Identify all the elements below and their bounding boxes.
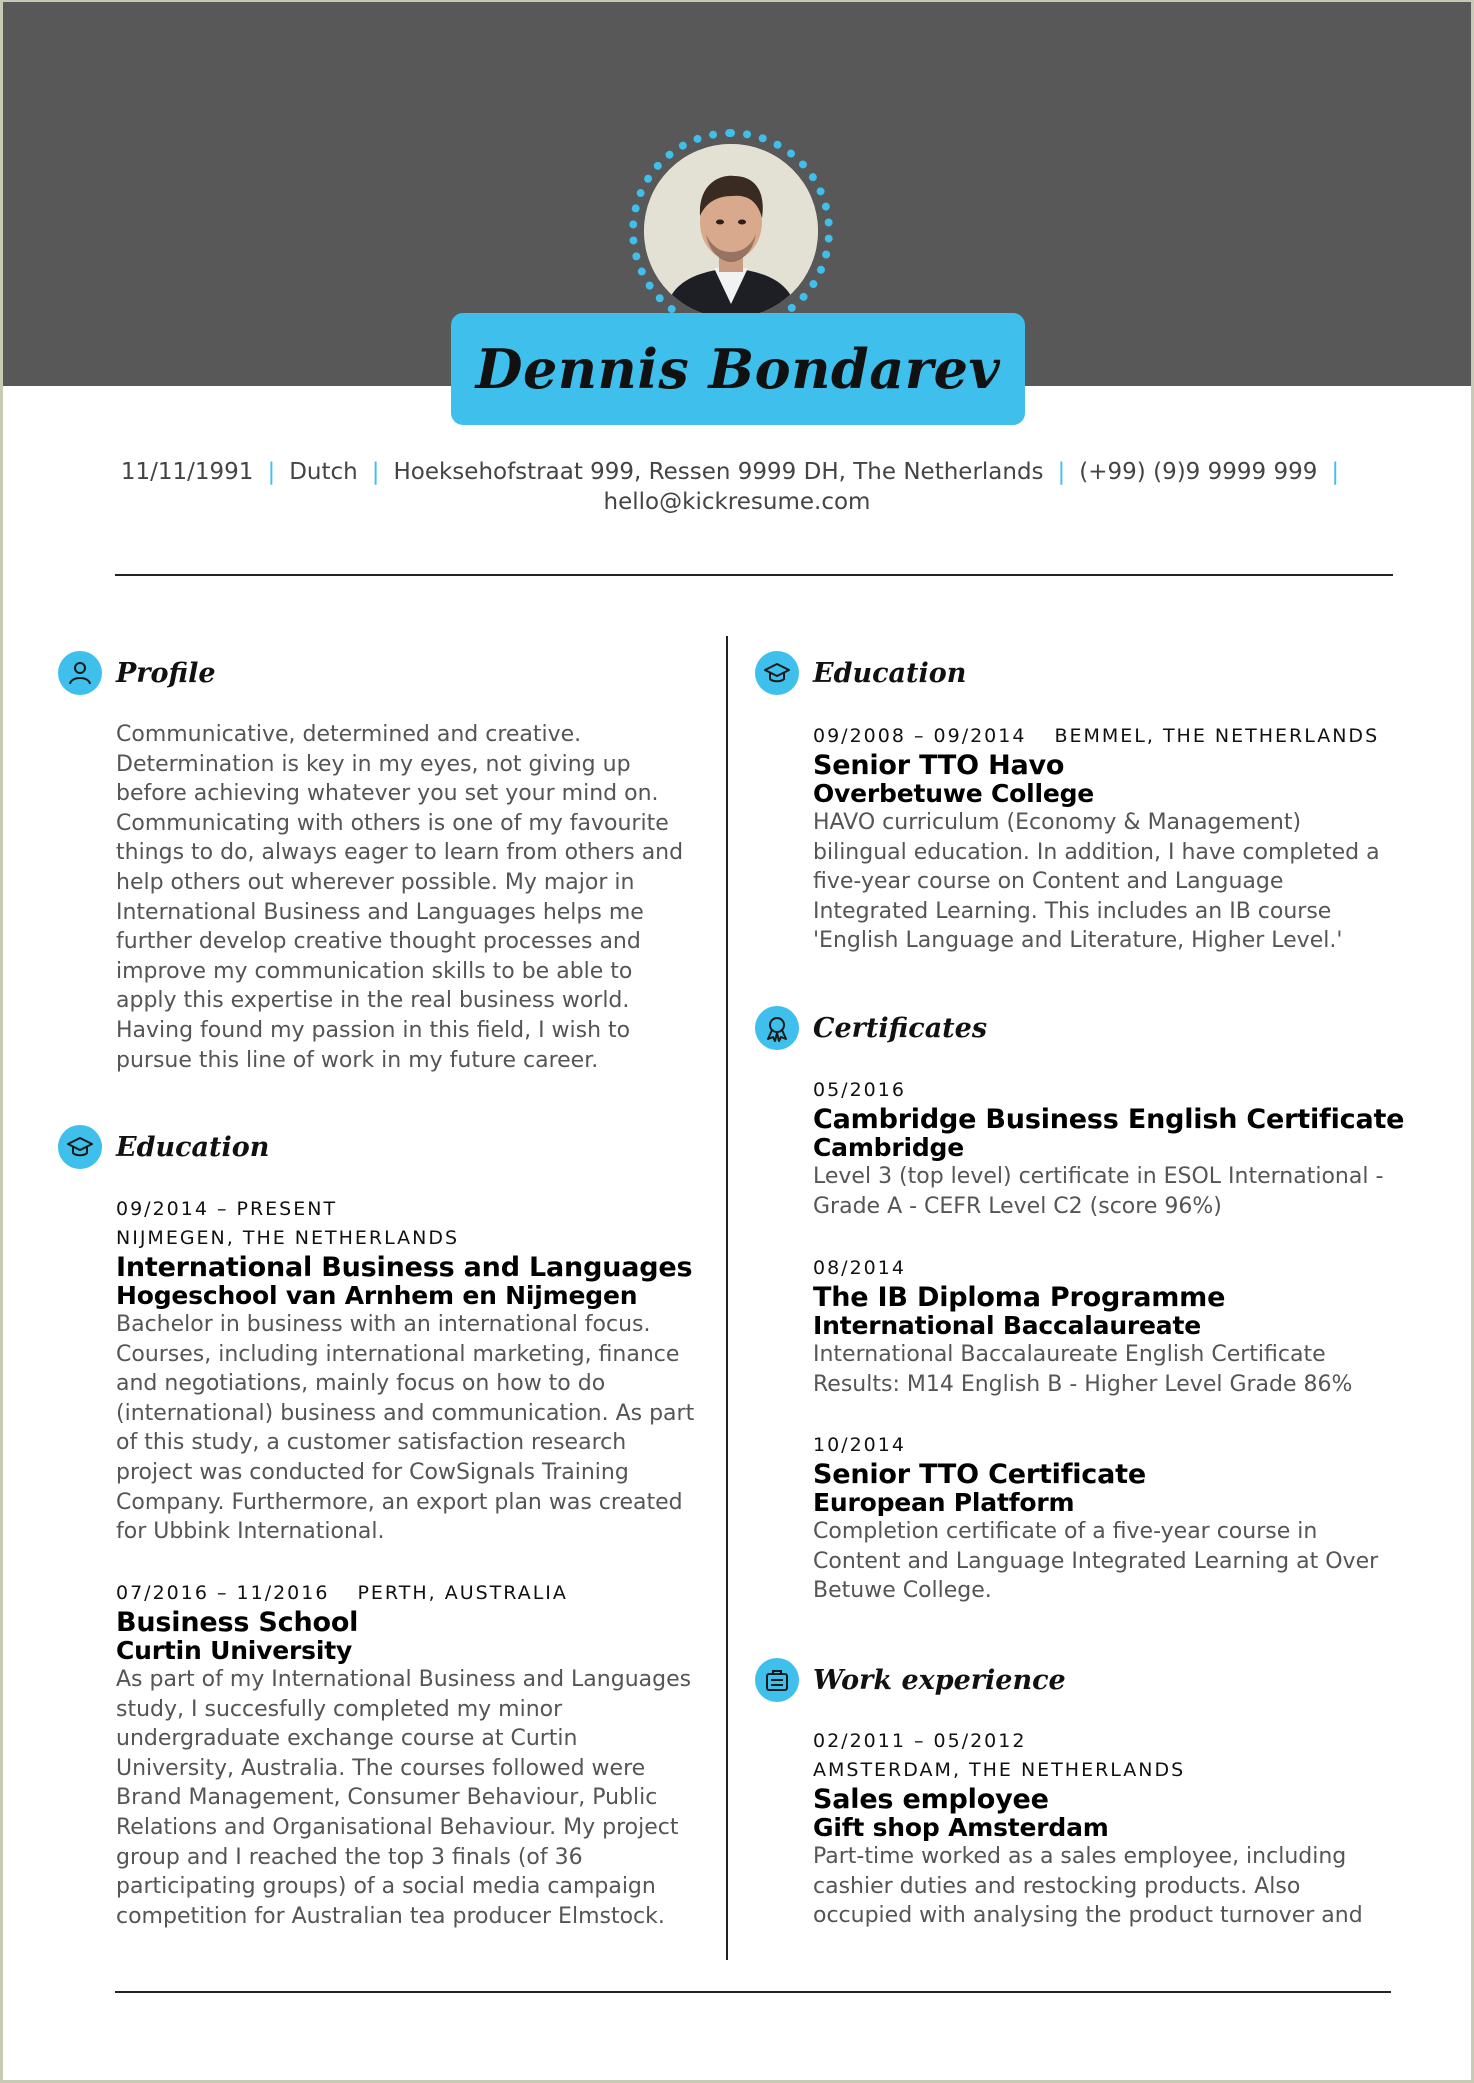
entry-meta: [813, 722, 1413, 751]
entry-dates: 09/2014 – PRESENT: [116, 1198, 338, 1220]
entry-description: Bachelor in business with an international focus. Courses, including international marketing, finance and negotiations, mainly focus on how to do (international) business and communication. As part of this study, a customer satisfaction research project was conducted for CowSignals Training Company. Furthermore, an export plan was created for Ubbink International.: [116, 1312, 695, 1545]
work-entry: [813, 1727, 1413, 1931]
certificate-entry: [813, 1076, 1413, 1221]
entry-title: Sales employee: [813, 1784, 1049, 1815]
divider-bottom: [115, 1991, 1391, 1993]
graduation-cap-icon: [58, 1125, 102, 1169]
education-heading: Education: [116, 1132, 270, 1163]
address: Hoeksehofstraat 999, Ressen 9999 DH, The Netherlands: [393, 459, 1044, 485]
resume-page: [3, 2, 1471, 2080]
separator: |: [1057, 459, 1066, 485]
entry-description: HAVO curriculum (Economy & Management) bilingual education. In addition, I have completed a five-year course on Content and Language Integrated Learning. This includes an IB course 'English Language and Literature, Higher Level.': [813, 810, 1380, 954]
certificates-heading: Certificates: [813, 1013, 988, 1044]
education-entry: [813, 722, 1413, 956]
separator: |: [267, 459, 276, 485]
divider-top: [115, 574, 1393, 576]
briefcase-icon: [755, 1658, 799, 1702]
separator: |: [1331, 459, 1340, 485]
education-entry: [116, 1195, 716, 1547]
education-heading: Education: [813, 658, 967, 689]
name-banner: [451, 313, 1025, 425]
birth-date: 11/11/1991: [120, 459, 254, 485]
entry-meta: [116, 1579, 716, 1608]
entry-description: As part of my International Business and Languages study, I succesfully completed my minor undergraduate exchange course at Curtin University, Australia. The courses followed were Brand Management, Consumer Behaviour, Public Relations and Organisational Behaviour. My project group and I reached the top 3 finals (of 36 participating groups) of a social media campaign competition for Australian tea producer Elmstock.: [116, 1667, 692, 1929]
entry-description: Level 3 (top level) certificate in ESOL International - Grade A - CEFR Level C2 (score 96%): [813, 1164, 1384, 1219]
entry-dates: 02/2011 – 05/2012: [813, 1730, 1027, 1752]
graduation-cap-icon: [755, 651, 799, 695]
entry-date: 05/2016: [813, 1079, 906, 1101]
phone: (+99) (9)9 9999 999: [1079, 459, 1318, 485]
entry-institution: Overbetuwe College: [813, 779, 1095, 808]
entry-description: Part-time worked as a sales employee, including cashier duties and restocking products. Also occupied with analysing the product turnover and: [813, 1844, 1363, 1929]
entry-issuer: International Baccalaureate: [813, 1311, 1201, 1340]
person-icon: [58, 651, 102, 695]
entry-institution: Curtin University: [116, 1636, 353, 1665]
entry-dates: 07/2016 – 11/2016: [116, 1582, 330, 1604]
candidate-name: Dennis Bondarev: [475, 337, 1001, 401]
certificate-entry: [813, 1431, 1413, 1606]
profile-heading: Profile: [116, 658, 216, 689]
award-ribbon-icon: [755, 1006, 799, 1050]
entry-location: NIJMEGEN, THE NETHERLANDS: [116, 1227, 460, 1249]
person-photo-icon: [644, 144, 818, 318]
entry-description: Completion certificate of a five-year course in Content and Language Integrated Learning at Over Betuwe College.: [813, 1519, 1379, 1604]
entry-employer: Gift shop Amsterdam: [813, 1813, 1109, 1842]
certificate-entry: [813, 1254, 1413, 1399]
entry-date: 08/2014: [813, 1257, 906, 1279]
work-heading: Work experience: [813, 1665, 1066, 1696]
entry-title: Business School: [116, 1607, 359, 1638]
email: hello@kickresume.com: [603, 489, 871, 515]
entry-title: International Business and Languages: [116, 1252, 693, 1283]
entry-institution: Hogeschool van Arnhem en Nijmegen: [116, 1281, 638, 1310]
profile-text: Communicative, determined and creative. Determination is key in my eyes, not giving up before achieving whatever you set your mind on. Communicating with others is one of my favourite things to do, always eager to learn from others and help others out wherever possible. My major in International Business and Languages helps me further develop creative thought processes and improve my communication skills to be able to apply this expertise in the real business world. Having found my passion in this field, I wish to pursue this line of work in my future career.: [116, 722, 684, 1073]
entry-title: Cambridge Business English Certificate: [813, 1104, 1405, 1135]
contact-line: [103, 457, 1371, 517]
column-divider: [726, 636, 728, 1960]
entry-title: The IB Diploma Programme: [813, 1282, 1226, 1313]
entry-dates: 09/2008 – 09/2014: [813, 725, 1027, 747]
education-entry: [116, 1579, 716, 1931]
entry-title: Senior TTO Certificate: [813, 1459, 1146, 1490]
entry-issuer: Cambridge: [813, 1133, 965, 1162]
entry-location: BEMMEL, THE NETHERLANDS: [1054, 725, 1380, 747]
entry-issuer: European Platform: [813, 1488, 1075, 1517]
entry-date: 10/2014: [813, 1434, 906, 1456]
entry-title: Senior TTO Havo: [813, 750, 1065, 781]
separator: |: [371, 459, 380, 485]
entry-location: PERTH, AUSTRALIA: [357, 1582, 568, 1604]
entry-location: AMSTERDAM, THE NETHERLANDS: [813, 1759, 1186, 1781]
nationality: Dutch: [289, 459, 358, 485]
entry-description: International Baccalaureate English Certificate Results: M14 English B - Higher Level Grade 86%: [813, 1342, 1353, 1397]
profile-photo: [644, 144, 818, 318]
